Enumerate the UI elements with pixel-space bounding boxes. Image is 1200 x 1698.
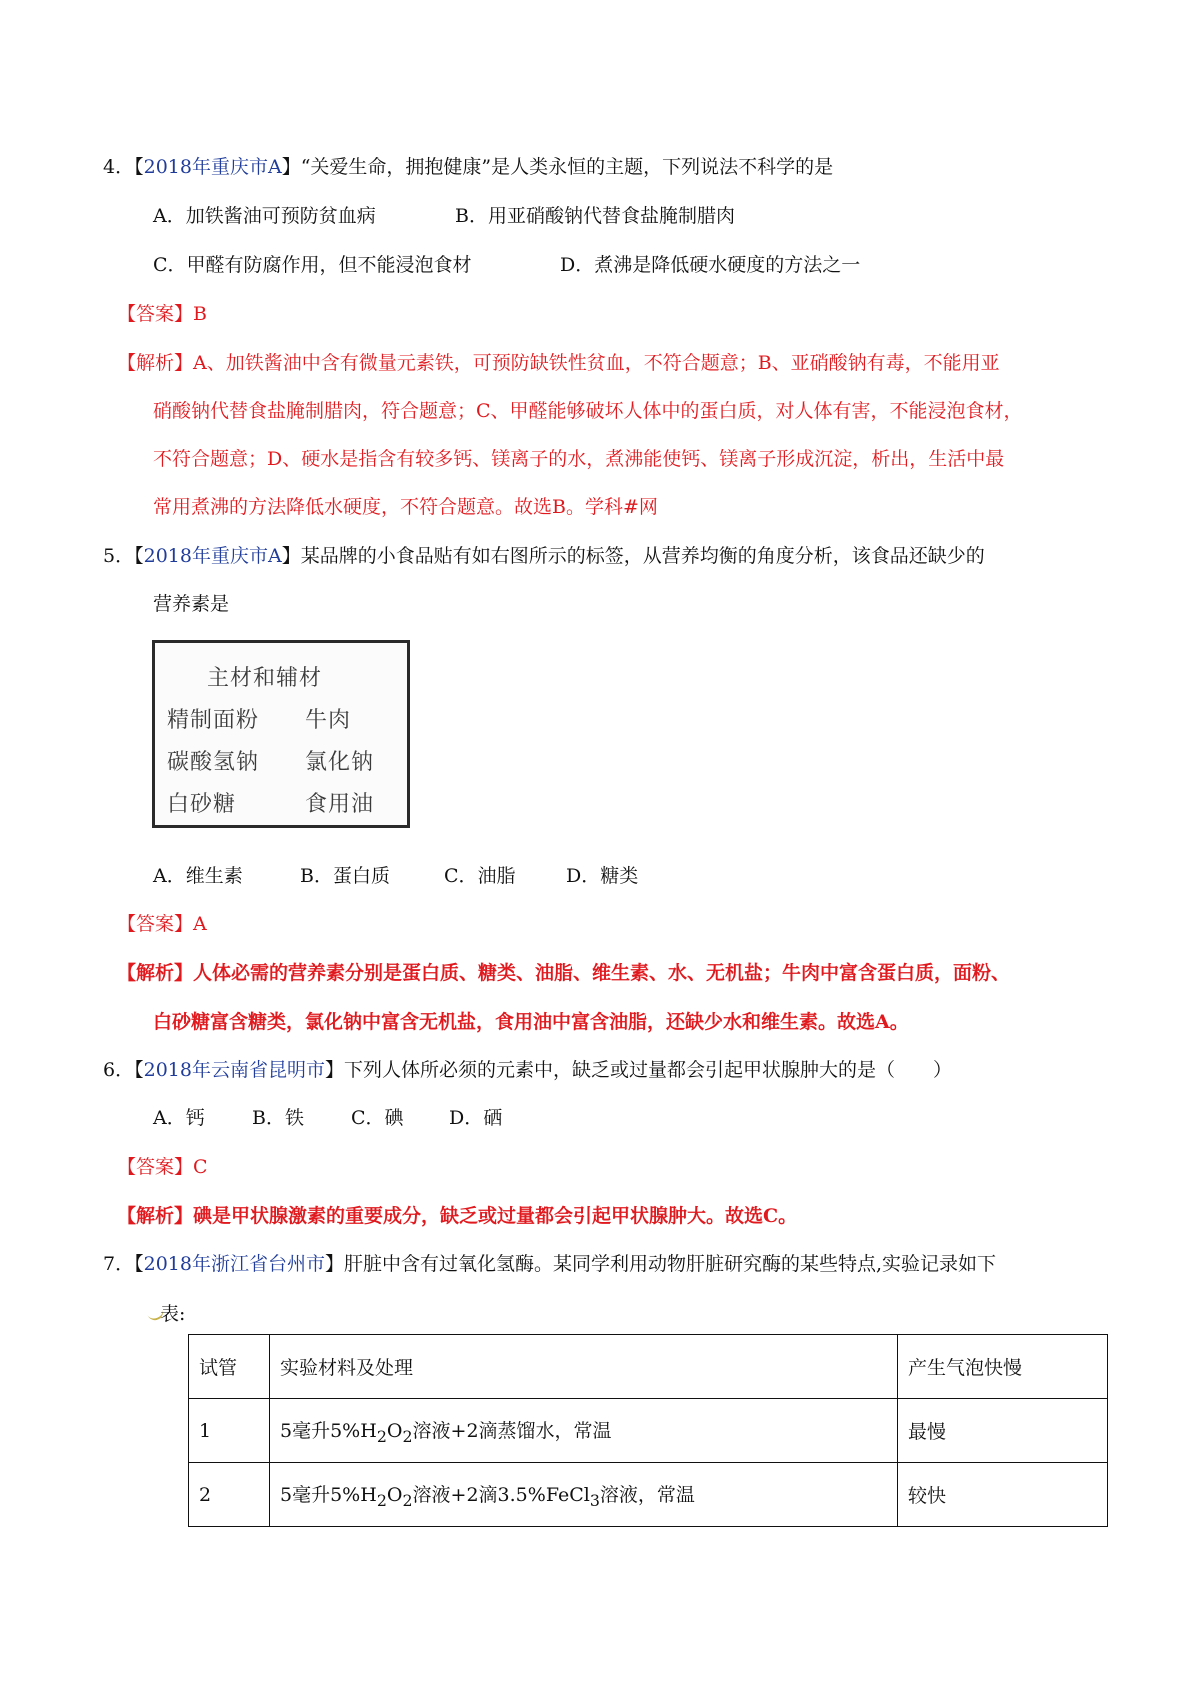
q7-number: 7． [103,1253,135,1275]
q4-bracket-close: 】 [281,156,301,178]
q5-options [153,864,638,888]
q5-source: 2018年重庆市A [143,545,282,567]
table-cell-tube: 2 [189,1463,270,1527]
q6-number: 6． [103,1059,135,1081]
q7-stem-line-1 [103,1252,996,1276]
food-label-item: 食用油 [305,792,375,817]
q4-option-d: D．煮沸是降低硬水硬度的方法之一 [560,254,861,276]
table-cell-speed: 较快 [898,1463,1108,1527]
q5-analysis-line-1: 【解析】人体必需的营养素分别是蛋白质、糖类、油脂、维生素、水、无机盐；牛肉中富含蛋白质，面粉、 [117,962,1011,984]
q5-analysis-line-2: 白砂糖富含糖类，氯化钠中富含无机盐，食用油中富含油脂，还缺少水和维生素。故选A。 [153,1011,909,1033]
table-cell-tube: 1 [189,1399,270,1463]
q6-source: 2018年云南省昆明市 [143,1059,325,1081]
food-label-item: 氯化钠 [305,750,375,775]
food-label-item: 白砂糖 [167,792,237,817]
q6-option-c: C．碘 [351,1107,404,1129]
q4-analysis-line-1: 【解析】A、加铁酱油中含有微量元素铁，可预防缺铁性贫血，不符合题意；B、亚硝酸钠有毒，不能用亚 [117,352,1000,374]
q4-source: 2018年重庆市A [143,156,282,178]
table-row [189,1399,1108,1463]
q4-analysis-line-3: 不符合题意；D、硬水是指含有较多钙、镁离子的水，煮沸能使钙、镁离子形成沉淀，析出，生活中最 [153,448,1005,470]
q5-option-c: C．油脂 [444,865,516,887]
q4-option-b: B．用亚硝酸钠代替食盐腌制腊肉 [455,205,735,227]
q6-options [153,1106,502,1130]
q7-bracket-open: 【 [134,1253,144,1275]
table-cell-speed: 最慢 [898,1399,1108,1463]
table-header-row [189,1335,1108,1399]
q7-stem-line-2: 表: [160,1303,186,1325]
table-header-cell: 试管 [189,1335,270,1399]
q5-stem-1: 某品牌的小食品贴有如右图所示的标签，从营养均衡的角度分析，该食品还缺少的 [300,545,985,567]
experiment-table [188,1334,1108,1527]
q5-bracket-close: 】 [281,545,301,567]
q5-option-d: D．糖类 [566,865,639,887]
q4-analysis-line-4: 常用煮沸的方法降低水硬度，不符合题意。故选B。学科#网 [153,496,658,518]
food-label-item: 碳酸氢钠 [167,750,260,775]
q4-analysis-line-2: 硝酸钠代替食盐腌制腊肉，符合题意；C、甲醛能够破坏人体中的蛋白质，对人体有害，不能浸泡食材， [153,400,1023,422]
q5-answer: 【答案】A [117,913,207,935]
q7-source: 2018年浙江省台州市 [143,1253,325,1275]
q5-stem-line-1 [103,544,985,568]
table-header-cell: 产生气泡快慢 [898,1335,1108,1399]
q5-number: 5． [103,545,135,567]
q6-option-d: D．硒 [449,1107,503,1129]
table-header-cell: 实验材料及处理 [270,1335,898,1399]
food-label-title: 主材和辅材 [207,666,323,691]
q4-option-a: A．加铁酱油可预防贫血病 [153,205,376,227]
table-cell-material: 5毫升$5\%H_2O_2$溶液+2滴蒸馏水，常温 [270,1399,898,1463]
q5-option-a: A．维生素 [153,865,243,887]
q5-stem-line-2: 营养素是 [153,593,230,615]
q4-bracket-open: 【 [134,156,144,178]
q6-bracket-close: 】 [324,1059,344,1081]
q4-answer: 【答案】B [117,303,207,325]
q4-stem-line [103,155,833,179]
q7-stem-1: 肝脏中含有过氧化氢酶。某同学利用动物肝脏研究酶的某些特点,实验记录如下 [343,1253,997,1275]
q4-stem: “关爱生命，拥抱健康”是人类永恒的主题，下列说法不科学的是 [300,156,834,178]
q6-analysis: 【解析】碘是甲状腺激素的重要成分，缺乏或过量都会引起甲状腺肿大。故选C。 [117,1205,798,1227]
q6-stem: 下列人体所必须的元素中，缺乏或过量都会引起甲状腺肿大的是（ ） [343,1059,952,1081]
table-cell-material: 5毫升$5\%H_2O_2$溶液+2滴3.5%FeCl$_3$溶液，常温 [270,1463,898,1527]
q6-stem-line [103,1058,952,1082]
q6-answer: 【答案】C [117,1156,208,1178]
q4-number: 4． [103,156,135,178]
q5-bracket-open: 【 [134,545,144,567]
q7-bracket-close: 】 [324,1253,344,1275]
q4-options-row-1 [153,204,735,228]
q4-options-row-2 [153,253,860,277]
q4-option-c: C．甲醛有防腐作用，但不能浸泡食材 [153,254,472,276]
table-row [189,1463,1108,1527]
q6-option-b: B．铁 [252,1107,304,1129]
food-label-item: 精制面粉 [167,708,260,733]
food-label-item: 牛肉 [305,708,352,733]
q6-option-a: A．钙 [153,1107,205,1129]
food-label-image [152,640,410,828]
q5-option-b: B．蛋白质 [300,865,390,887]
q6-bracket-open: 【 [134,1059,144,1081]
